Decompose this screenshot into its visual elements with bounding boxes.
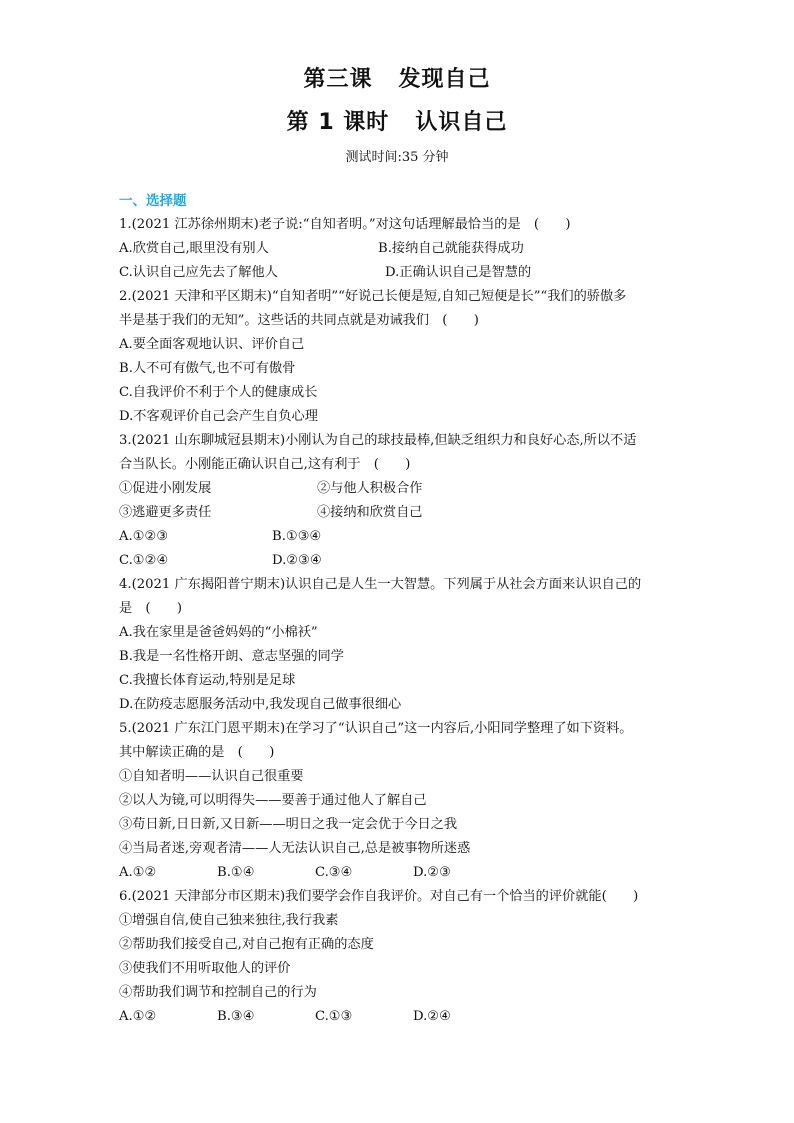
question-3-stem-line: 3.(2021 山东聊城冠县期末)小刚认为自己的球技最棒,但缺乏组织力和良好心态,所以不适 [119,433,637,448]
question-6-options-row [119,1005,689,1029]
question-5-option-b: B.①④ [217,865,255,880]
question-5-statement-4: ④当局者迷,旁观者清——人无法认识自己,总是被事物所迷惑 [119,841,471,856]
question-6-statement-3: ③使我们不用听取他人的评价 [119,961,291,976]
question-2-option-c: C.自我评价不利于个人的健康成长 [119,385,318,400]
question-3-statement-2: ②与他人积极合作 [317,481,423,496]
question-6-option-b: B.③④ [217,1009,255,1024]
section-heading: 一、选择题 [119,193,187,209]
question-6-option-c: C.①③ [315,1009,353,1024]
question-1-option-c: C.认识自己应先去了解他人 [119,265,278,280]
question-5-option-a: A.①② [119,865,157,880]
question-2-option-d: D.不客观评价自己会产生自负心理 [119,409,318,424]
question-2-option-a: A.要全面客观地认识、评价自己 [119,337,305,352]
question-4-option-c: C.我擅长体育运动,特别是足球 [119,673,296,688]
question-4-stem-line: 是 ( ) [119,601,183,616]
question-3-option-b: B.①③④ [272,529,322,544]
question-5-options-row [119,861,689,885]
lesson-name: 发现自己 [398,67,491,92]
question-3-options-row [119,549,689,573]
question-3-statement-1: ①促进小刚发展 [119,481,212,496]
question-1-stem: 1.(2021 江苏徐州期末)老子说:“自知者明。”对这句话理解最恰当的是 ( ) [119,217,571,232]
period-name: 认识自己 [415,110,508,135]
question-6-statement-2: ②帮助我们接受自己,对自己抱有正确的态度 [119,937,374,952]
question-3-option-a: A.①②③ [119,529,169,544]
question-3-statement-3: ③逃避更多责任 [119,505,212,520]
question-4-option-b: B.我是一名性格开朗、意志坚强的同学 [119,649,344,664]
question-6-statement-4: ④帮助我们调节和控制自己的行为 [119,985,317,1000]
question-2-option-b: B.人不可有傲气,也不可有傲骨 [119,361,296,376]
question-1-option-d: D.正确认识自己是智慧的 [385,265,532,280]
question-3-statement-4: ④接纳和欣赏自己 [317,505,423,520]
period-number: 第 1 课时 [286,110,390,135]
question-3-option-c: C.①②④ [119,553,169,568]
question-5-statement-3: ③苟日新,日日新,又日新——明日之我一定会优于今日之我 [119,817,458,832]
question-2-stem-line: 半是基于我们的无知”。这些话的共同点就是劝诫我们 ( ) [119,313,479,328]
question-5-statement-1: ①自知者明——认识自己很重要 [119,769,304,784]
questions-body [119,213,689,1029]
question-1-option-b: B.接纳自己就能获得成功 [378,241,524,256]
question-5-stem-line: 其中解读正确的是 ( ) [119,745,275,760]
question-1-options-row [119,261,689,285]
question-4-stem-line: 4.(2021 广东揭阳普宁期末)认识自己是人生一大智慧。下列属于从社会方面来认识自己的 [119,577,642,592]
question-3-options-row [119,525,689,549]
question-3-statements-row [119,477,689,501]
lesson-number: 第三课 [303,67,373,92]
question-3-statements-row [119,501,689,525]
question-6-stem: 6.(2021 天津部分市区期末)我们要学会作自我评价。对自己有一个恰当的评价就能( ) [119,889,639,904]
question-6-statement-1: ①增强自信,使自己独来独往,我行我素 [119,913,339,928]
question-3-stem-line: 合当队长。小刚能正确认识自己,这有利于 ( ) [119,457,411,472]
period-title [0,105,794,136]
question-5-option-c: C.③④ [315,865,353,880]
question-4-option-d: D.在防疫志愿服务活动中,我发现自己做事很细心 [119,697,402,712]
question-6-option-a: A.①② [119,1009,157,1024]
question-5-statement-2: ②以人为镜,可以明得失——要善于通过他人了解自己 [119,793,427,808]
question-5-option-d: D.②③ [413,865,451,880]
question-2-stem-line: 2.(2021 天津和平区期末)“自知者明”“好说己长便是短,自知己短便是长”“我们的骄傲多 [119,289,627,304]
question-5-stem-line: 5.(2021 广东江门恩平期末)在学习了“认识自己”这一内容后,小阳同学整理了如下资料。 [119,721,633,736]
question-1-option-a: A.欣赏自己,眼里没有别人 [119,241,269,256]
question-3-option-d: D.②③④ [272,553,322,568]
question-4-option-a: A.我在家里是爸爸妈妈的“小棉袄” [119,625,318,640]
question-1-options-row [119,237,689,261]
lesson-title [0,62,794,93]
time-note: 测试时间:35 分钟 [345,150,449,165]
question-6-option-d: D.②④ [413,1009,451,1024]
